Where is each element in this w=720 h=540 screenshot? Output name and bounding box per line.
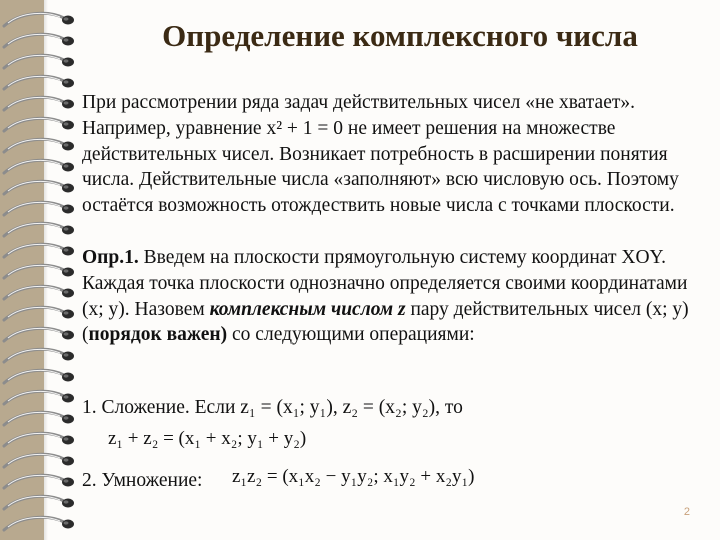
definition-text-1: Введем на плоскости прямоугольную систему координат XOY. Каждая точка плоскости однозначно определяется своими координатами (x; y). Назовем [82, 247, 688, 320]
spiral-ring [4, 328, 74, 341]
definition-paragraph [82, 245, 702, 348]
spiral-ring [4, 286, 74, 299]
spiral-ring [4, 160, 74, 173]
spiral-ring [4, 97, 74, 110]
spiral-ring [4, 412, 74, 425]
slide-title: Определение комплексного числа [162, 18, 638, 53]
addition-formula: z₁ + z₂ = (x₁ + x₂; y₁ + y₂) [108, 428, 307, 449]
spiral-ring [4, 13, 74, 26]
spiral-ring [4, 454, 74, 467]
intro-paragraph: При рассмотрении ряда задач действительных чисел «не хватает». Например, уравнение x² + 1 = 0 не имеет решения на множестве действительных чисел. Возникает потребность в расширении понятия числа. Действительные числа «заполняют» всю числовую ось. Поэтому остаётся возможность отождествить новые числа с точками плоскости. [82, 92, 679, 217]
multiplication-item: 2. Умножение: [82, 470, 203, 491]
spiral-ring [4, 118, 74, 131]
spiral-ring [4, 34, 74, 47]
spiral-ring [4, 76, 74, 89]
spiral-ring [4, 139, 74, 152]
spiral-ring [4, 517, 74, 530]
page-number: 2 [683, 506, 690, 518]
definition-label: Опр.1. [82, 247, 139, 268]
definition-text-3: со следующими операциями: [227, 324, 475, 346]
spiral-ring [4, 181, 74, 194]
definition-text-2: пару действительных чисел (x; y) ( [82, 298, 689, 346]
spiral-ring [4, 55, 74, 68]
definition-term: комплексным числом z [209, 298, 406, 320]
multiplication-formula: z₁z₂ = (x₁x₂ − y₁y₂; x₁y₂ + x₂y₁) [232, 466, 475, 487]
spiral-ring [4, 475, 74, 488]
spiral-ring [4, 496, 74, 509]
spiral-ring [4, 391, 74, 404]
spiral-ring [4, 349, 74, 362]
spiral-ring [4, 223, 74, 236]
addition-item: 1. Сложение. Если z₁ = (x₁; y₁), z₂ = (x₂; y₂), то [82, 397, 463, 418]
spiral-binding [0, 0, 95, 540]
spiral-ring [4, 370, 74, 383]
spiral-ring [4, 307, 74, 320]
spiral-ring [4, 433, 74, 446]
spiral-ring [4, 244, 74, 257]
spiral-ring [4, 265, 74, 278]
definition-emphasis: порядок важен) [88, 324, 228, 346]
spiral-ring [4, 202, 74, 215]
